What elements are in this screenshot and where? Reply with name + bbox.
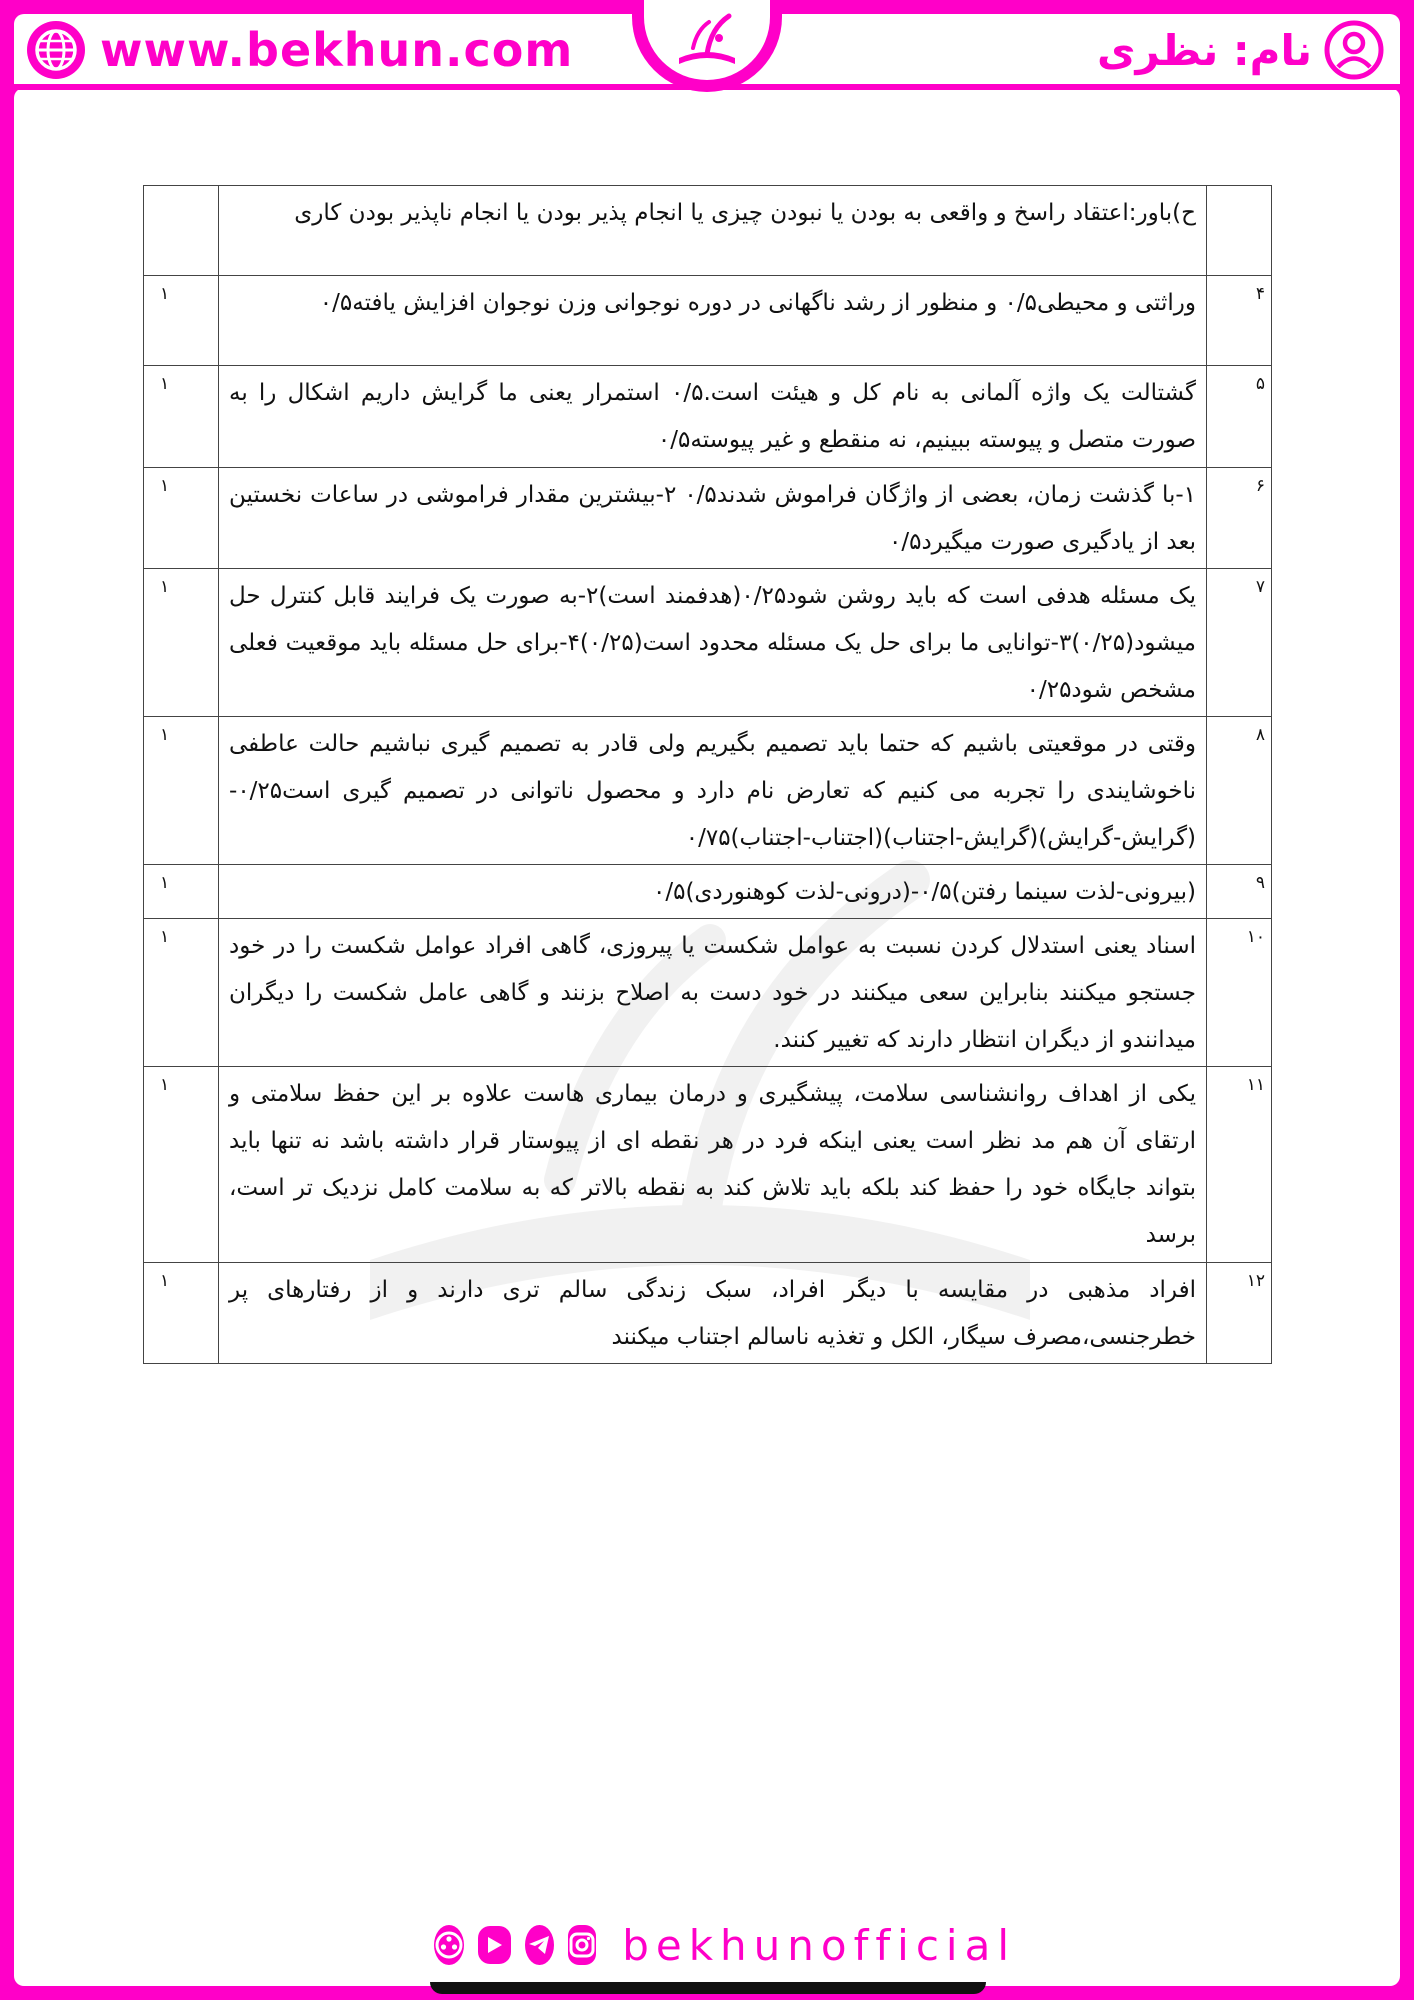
instagram-icon[interactable] <box>568 1925 597 1965</box>
question-number: ۴ <box>1207 276 1272 366</box>
question-number: ۱۲ <box>1207 1263 1272 1364</box>
table-row <box>144 865 1272 919</box>
score <box>144 186 219 276</box>
table-row <box>144 468 1272 569</box>
question-number: ۱۱ <box>1207 1067 1272 1263</box>
table-row <box>144 1263 1272 1364</box>
table-row <box>144 919 1272 1067</box>
score: ۱ <box>144 865 219 919</box>
name-block <box>1097 18 1384 82</box>
question-number: ۷ <box>1207 569 1272 717</box>
table-row <box>144 366 1272 468</box>
score: ۱ <box>144 468 219 569</box>
user-avatar-icon <box>1324 20 1384 80</box>
question-number: ۵ <box>1207 366 1272 468</box>
answer-text: افراد مذهبی در مقایسه با دیگر افراد، سبک زندگی سالم تری دارند و از رفتارهای پر خطرجنسی،مصرف سیگار، الکل و تغذیه ناسالم اجتناب میکنند <box>219 1263 1207 1364</box>
score: ۱ <box>144 919 219 1067</box>
reel-icon[interactable] <box>434 1925 464 1965</box>
answer-text: ح)باور:اعتقاد راسخ و واقعی به بودن یا نبودن چیزی یا انجام پذیر بودن یا انجام ناپذیر بودن کاری <box>219 186 1207 276</box>
question-number: ۹ <box>1207 865 1272 919</box>
youtube-icon[interactable] <box>478 1926 511 1964</box>
student-name: نام: نظری <box>1096 25 1312 75</box>
answer-text: وراثتی و محیطی۰/۵ و منظور از رشد ناگهانی در دوره نوجوانی وزن نوجوان افزایش یافته۰/۵ <box>219 276 1207 366</box>
website-url[interactable]: www.bekhun.com <box>100 23 574 77</box>
score: ۱ <box>144 1263 219 1364</box>
telegram-icon[interactable] <box>525 1925 554 1965</box>
answer-text: یکی از اهداف روانشناسی سلامت، پیشگیری و درمان بیماری هاست علاوه بر این حفظ سلامتی و ارتقای آن هم مد نظر است یعنی اینکه فرد در هر نقطه ای از پیوستار قرار داشته باشد نه تنها باید بتواند جایگاه خود را حفظ کند بلکه باید تلاش کند به نقطه بالاتر که به سلامت کامل نزدیک تر است، برسد <box>219 1067 1207 1263</box>
website-block[interactable] <box>26 18 573 82</box>
score: ۱ <box>144 366 219 468</box>
score: ۱ <box>144 717 219 865</box>
globe-icon <box>26 20 86 80</box>
answer-text: گشتالت یک واژه آلمانی به نام کل و هیئت است.۰/۵ استمرار یعنی ما گرایش داریم اشکال را به صورت متصل و پیوسته ببینیم، نه منقطع و غیر پیوسته۰/۵ <box>219 366 1207 468</box>
social-handle[interactable]: bekhunofficial <box>622 1920 1017 1970</box>
answer-text: اسناد یعنی استدلال کردن نسبت به عوامل شکست یا پیروزی، گاهی افراد عوامل شکست را در خود جستجو میکنند بنابراین سعی میکنند در خود دست به اصلاح بزنند و گاهی عامل شکست را دیگران میدانندو از دیگران انتظار دارند که تغییر کنند. <box>219 919 1207 1067</box>
score: ۱ <box>144 276 219 366</box>
answer-text: ۱-با گذشت زمان، بعضی از واژگان فراموش شدند۰/۵ ۲-بیشترین مقدار فراموشی در ساعات نخستین بعد از یادگیری صورت میگیرد۰/۵ <box>219 468 1207 569</box>
answer-text: (بیرونی-لذت سینما رفتن)۰/۵-(درونی-لذت کوهنوردی)۰/۵ <box>219 865 1207 919</box>
score: ۱ <box>144 569 219 717</box>
book-logo-icon <box>667 8 747 72</box>
table-row <box>144 717 1272 865</box>
question-number: ۱۰ <box>1207 919 1272 1067</box>
question-number <box>1207 186 1272 276</box>
footer-shadow <box>430 1982 986 1994</box>
table-row <box>144 1067 1272 1263</box>
answer-text: یک مسئله هدفی است که باید روشن شود۰/۲۵(هدفمند است)۲-به صورت یک فرایند قابل کنترل حل میشود(۰/۲۵)۳-توانایی ما برای حل یک مسئله محدود است(۰/۲۵)۴-برای حل مسئله باید موقعیت فعلی مشخص شود۰/۲۵ <box>219 569 1207 717</box>
score: ۱ <box>144 1067 219 1263</box>
question-number: ۸ <box>1207 717 1272 865</box>
question-number: ۶ <box>1207 468 1272 569</box>
answer-table <box>143 185 1272 1364</box>
table-row <box>144 276 1272 366</box>
social-footer <box>398 1908 1016 1982</box>
table-row <box>144 569 1272 717</box>
answer-text: وقتی در موقعیتی باشیم که حتما باید تصمیم بگیریم ولی قادر به تصمیم گیری نباشیم حالت عاطفی ناخوشایندی را تجربه می کنیم که تعارض نام دارد و محصول ناتوانی در تصمیم گیری است۰/۲۵-(گرایش-گرایش)(گرایش-اجتناب)(اجتناب-اجتناب)۰/۷۵ <box>219 717 1207 865</box>
table-row <box>144 186 1272 276</box>
